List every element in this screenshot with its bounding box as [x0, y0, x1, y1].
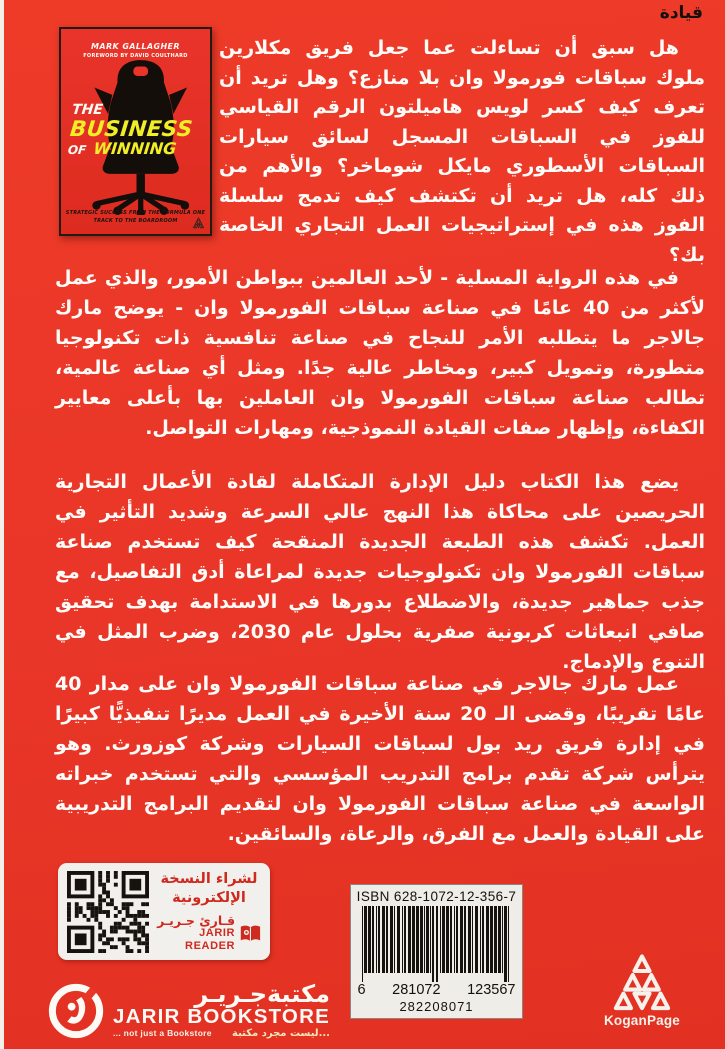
jarir-reader-texts [157, 914, 235, 953]
ean-digits-right-group: 123567 [467, 982, 516, 998]
isbn-number: ISBN 628-1072-12-356-7 [356, 889, 517, 904]
jarir-name-english: JARIR BOOKSTORE [113, 1005, 330, 1028]
thumbnail-tagline-line1: STRATEGIC SUCCESS FROM THE FORMULA ONE [65, 210, 206, 216]
ean-barcode-icon [359, 906, 515, 982]
blurb-paragraph-1: هل سبق أن تساءلت عما جعل فريق مكلارين ملوك سباقات فورمولا وان بلا منازع؟ وهل تريد أن تعرف كيف كسر لويس هاميلتون الرقم القياسي للفوز في السباقات المسجل لسائق سيارات السباقات الأسطوري مايكل شوماخر؟ والأهم من ذلك كله، هل تريد أن تكتشف كيف تدمج سلسلة الفوز هذه في إستراتيجيات العمل التجاري الخاصة بك؟ [219, 37, 705, 266]
thumbnail-title-the: THE [71, 102, 104, 118]
thumbnail-author: MARK GALLAGHER [91, 42, 180, 51]
buy-ebook-line2: الإلكترونية [172, 890, 246, 906]
jarir-bookstore-logo [48, 982, 330, 1039]
kogan-page-mini-logo-icon [193, 216, 204, 229]
jarir-reader-english: JARIR READER [185, 927, 236, 952]
kogan-page-name: KoganPage [603, 1013, 681, 1028]
thumbnail-title [67, 103, 195, 157]
ean-digits-left-group: 281072 [392, 982, 441, 998]
jarir-reader-logo [157, 914, 261, 953]
page-edge-strip [0, 0, 4, 1049]
kogan-page-triangle-icon [609, 953, 675, 1011]
category-label: قيادة [659, 3, 703, 23]
jarir-taglines [113, 1028, 330, 1039]
thumbnail-tagline [61, 209, 210, 225]
qr-code-icon [67, 871, 149, 953]
front-cover-thumbnail [59, 27, 212, 236]
secondary-barcode-number: 282208071 [399, 999, 474, 1014]
jarir-reader-arabic: قـارئ جـريـر [157, 913, 236, 928]
jarir-logo-texts [113, 982, 330, 1039]
ean-digits [358, 983, 516, 998]
ean-digit-first: 6 [357, 982, 366, 998]
thumbnail-tagline-line2: TRACK TO THE BOARDROOM [93, 218, 178, 224]
blurb-paragraph-3: يضع هذا الكتاب دليل الإدارة المتكاملة لقادة الأعمال التجارية الحريصين على محاكاة هذا النهج عالي السرعة وشديد التأثير في العمل. تكشف هذه الطبعة الجديدة المنقحة كيف تستخدم صناعة سباقات الفورمولا وان تكنولوجيات جديدة لمراعاة أدق التفاصيل، مع جذب جماهير جديدة، والاضطلاع بدورها في الاستدامة بهدف تحقيق صافي انبعاثات كربونية صفرية بحلول عام 2030، وضرب المثل في التنوع والإدماج. [55, 471, 705, 673]
isbn-barcode-box [350, 884, 523, 1019]
thumbnail-title-of: OF [67, 142, 88, 157]
jarir-tagline-english: ... not just a Bookstore [113, 1028, 212, 1038]
thumbnail-title-winning: WINNING [92, 138, 178, 158]
buy-ebook-text [161, 870, 258, 908]
ebook-qr-badge [58, 863, 270, 960]
blurb-paragraph-2: في هذه الرواية المسلية - لأحد العالمين ببواطن الأمور، والذي عمل لأكثر من 40 عامًا في صناعة سباقات الفورمولا وان - يوضح مارك جالاجر ما يتطلبه الأمر للنجاح في صناعة تنافسية ذات تكنولوجيا متطورة، وتمويل كبير، ومخاطر عالية جدًا. ومثل أي صناعة عالمية، تطالب صناعة سباقات الفورمولا وان العاملين بها بأعلى معايير الكفاءة، وإظهار صفات القيادة النموذجية، ومهارات التواصل. [55, 267, 705, 439]
author-bio-paragraph: عمل مارك جالاجر في صناعة سباقات الفورمولا وان على مدار 40 عامًا تقريبًا، وقضى الـ 20 سنة الأخيرة في العمل مديرًا تنفيذيًّا كبيرًا في إدارة فريق ريد بول لسباقات السيارات وشركة كوزورث. وهو يترأس شركة تقدم برامج التدريب المؤسسي والتي تستخدم خبراته الواسعة في صناعة سباقات الفورمولا وان لتقديم البرامج التدريبية على القيادة والعمل مع الفرق، والرعاة، والسائقين. [55, 673, 705, 845]
open-book-icon [240, 923, 261, 945]
thumbnail-foreword: FOREWORD BY DAVID COULTHARD [83, 53, 188, 59]
kogan-page-logo [599, 953, 685, 1028]
ebook-badge-texts [157, 870, 261, 953]
thumbnail-title-business: BUSINESS [68, 117, 194, 142]
jarir-name-arabic: مكتبةجـريـر [194, 980, 330, 1008]
buy-ebook-line1: لشراء النسخة [160, 871, 258, 887]
jarir-tagline-arabic: ...ليست مجرد مكتبة [232, 1028, 330, 1039]
jarir-emblem-icon [48, 983, 104, 1039]
